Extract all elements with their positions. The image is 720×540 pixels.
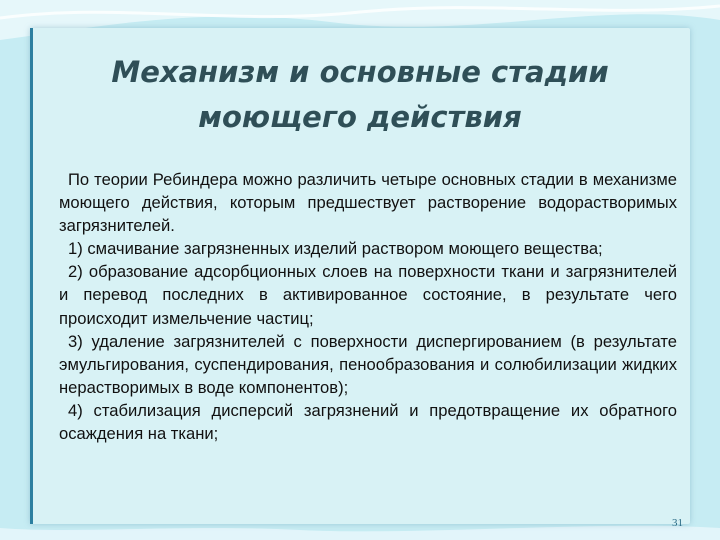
slide-title-line-1: Механизм и основные стадии <box>111 55 609 89</box>
slide-body <box>59 168 677 445</box>
stage-2-paragraph: 2) образование адсорбционных слоев на поверхности ткани и загрязнителей и перевод последних в активированное состояние, в результате чего происходит измельчение частиц; <box>59 262 677 328</box>
stage-3-paragraph: 3) удаление загрязнителей с поверхности диспергированием (в результате эмульгирования, суспендирования, пенообразования и солюбилизации жидких нерастворимых в воде компонентов); <box>59 331 677 397</box>
stage-4-paragraph: 4) стабилизация дисперсий загрязнений и предотвращение их обратного осаждения на ткани; <box>59 400 677 444</box>
page-number: 31 <box>672 517 683 529</box>
slide-title-line-2: моющего действия <box>198 100 522 134</box>
intro-paragraph: По теории Ребиндера можно различить четыре основных стадии в механизме моющего действия, которым предшествует растворение водорастворимых загрязнителей. <box>59 170 677 236</box>
slide-title <box>30 50 690 140</box>
stage-1-paragraph: 1) смачивание загрязненных изделий раствором моющего вещества; <box>68 239 603 259</box>
